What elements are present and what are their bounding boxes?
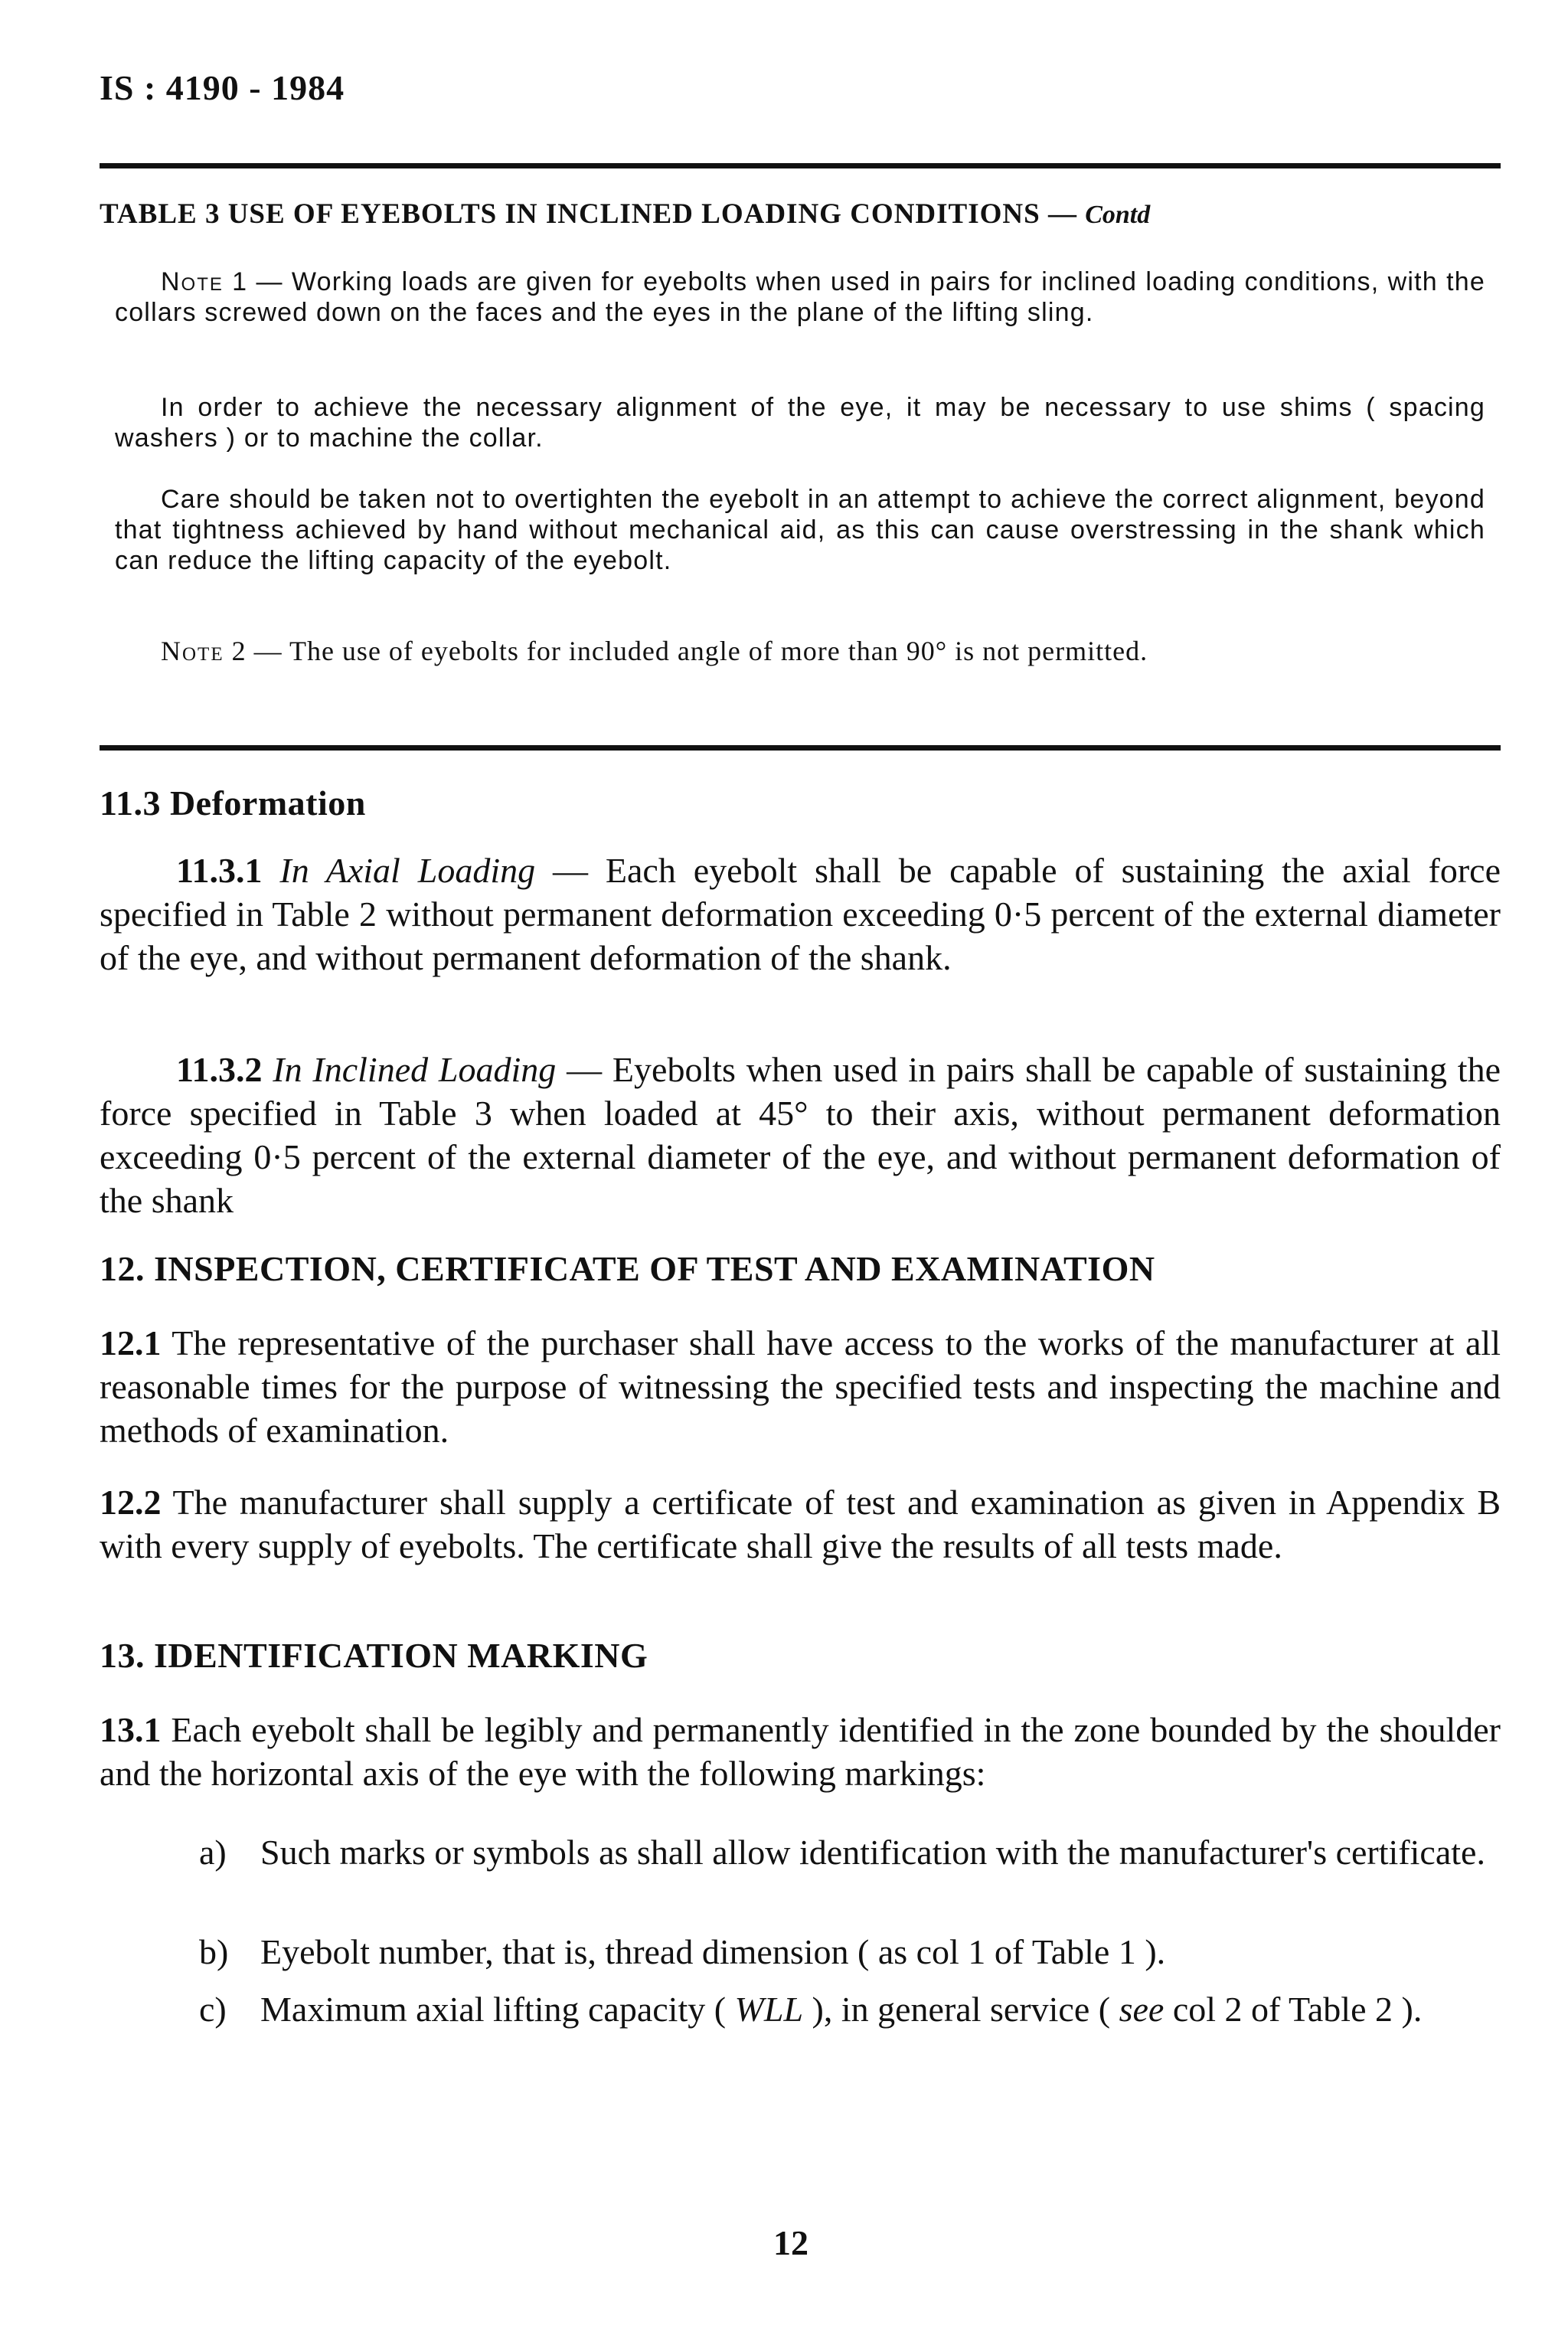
clause-12-2 [100,1480,1501,1568]
standard-code: IS : 4190 - 1984 [100,68,345,107]
list-marker: b) [199,1932,229,1971]
list-item-text-part: col 2 of Table 2 ). [1164,1990,1423,2029]
page-number: 12 [773,2223,808,2262]
section-heading-inspection: 12. INSPECTION, CERTIFICATE OF TEST AND EXAMINATION [100,1249,1155,1288]
note-paragraph-overtighten-text: Care should be taken not to overtighten the eyebolt in an attempt to achieve the correct alignment, beyond that tightness achieved by hand without mechanical aid, as this can cause overstressing in the shank which can reduce the lifting capacity of the eyebolt. [115,485,1485,575]
list-marker: c) [199,1990,227,2029]
list-item-text: Such marks or symbols as shall allow identification with the manufacturer's certificate. [260,1833,1485,1872]
note-1-text: 1 — Working loads are given for eyebolts when used in pairs for inclined loading conditions, with the collars screwed down on the faces and the eyes in the plane of the lifting sling. [115,267,1485,327]
clause-text: — Eyebolts when used in pairs shall be capable of sustaining the force specified in Table 3 when loaded at 45° to their axis, without permanent deformation exceeding 0·5 percent of the external diameter of the eye, and without permanent deformation of the shank [100,1050,1501,1220]
clause-text: The manufacturer shall supply a certificate of test and examination as given in Appendix B with every supply of eyebolts. The certificate shall give the results of all tests made. [100,1483,1501,1565]
section-heading-deformation: 11.3 Deformation [100,783,366,823]
note-2-text: 2 — The use of eyebolts for included angle of more than 90° is not permitted. [224,636,1148,666]
clause-number: 12.1 [100,1323,162,1362]
clause-number: 13.1 [100,1710,162,1749]
table-title [100,198,1501,231]
clause-number: 11.3.1 [176,851,263,890]
table-title-main: TABLE 3 USE OF EYEBOLTS IN INCLINED LOADING CONDITIONS — [100,198,1086,230]
clause-title: In Inclined Loading [273,1050,557,1089]
clause-text: The representative of the purchaser shall have access to the works of the manufacturer at all reasonable times for the purpose of witnessing the specified tests and inspecting the machine and methods of examination. [100,1323,1501,1450]
list-item-text-part: ), in general service ( [803,1990,1119,2029]
clause-title: In Axial Loading [279,851,536,890]
note-paragraph-alignment [115,392,1485,453]
table-top-rule [100,163,1501,168]
clause-number: 12.2 [100,1483,162,1522]
list-marker: a) [199,1833,227,1872]
clause-13-1 [100,1708,1501,1795]
note-paragraph-alignment-text: In order to achieve the necessary alignment of the eye, it may be necessary to use shims ( spacing washers ) or to machine the collar. [115,393,1485,453]
note-2-label: Note [161,636,224,666]
wll-abbreviation: WLL [734,1990,804,2029]
table-title-contd: Contd [1085,201,1151,229]
note-2 [115,636,1485,666]
clause-text: — Each eyebolt shall be capable of sustaining the axial force specified in Table 2 without permanent deformation exceeding 0·5 percent of the external diameter of the eye, and without permanent deformation of the shank. [100,851,1501,977]
clause-text: Each eyebolt shall be legibly and permanently identified in the zone bounded by the shoulder and the horizontal axis of the eye with the following markings: [100,1710,1501,1793]
clause-number: 11.3.2 [176,1050,263,1089]
clause-12-1 [100,1321,1501,1452]
note-1-label: Note [161,267,224,296]
clause-11-3-2 [100,1048,1501,1222]
see-reference: see [1119,1990,1165,2029]
list-item-text [260,1987,1501,2031]
note-1 [115,267,1485,328]
table-bottom-rule [100,745,1501,751]
section-heading-identification: 13. IDENTIFICATION MARKING [100,1636,648,1675]
list-item-text: Eyebolt number, that is, thread dimension ( as col 1 of Table 1 ). [260,1932,1166,1971]
clause-11-3-1 [100,849,1501,980]
note-paragraph-overtighten [115,484,1485,576]
list-item-text-part: Maximum axial lifting capacity ( [260,1990,735,2029]
